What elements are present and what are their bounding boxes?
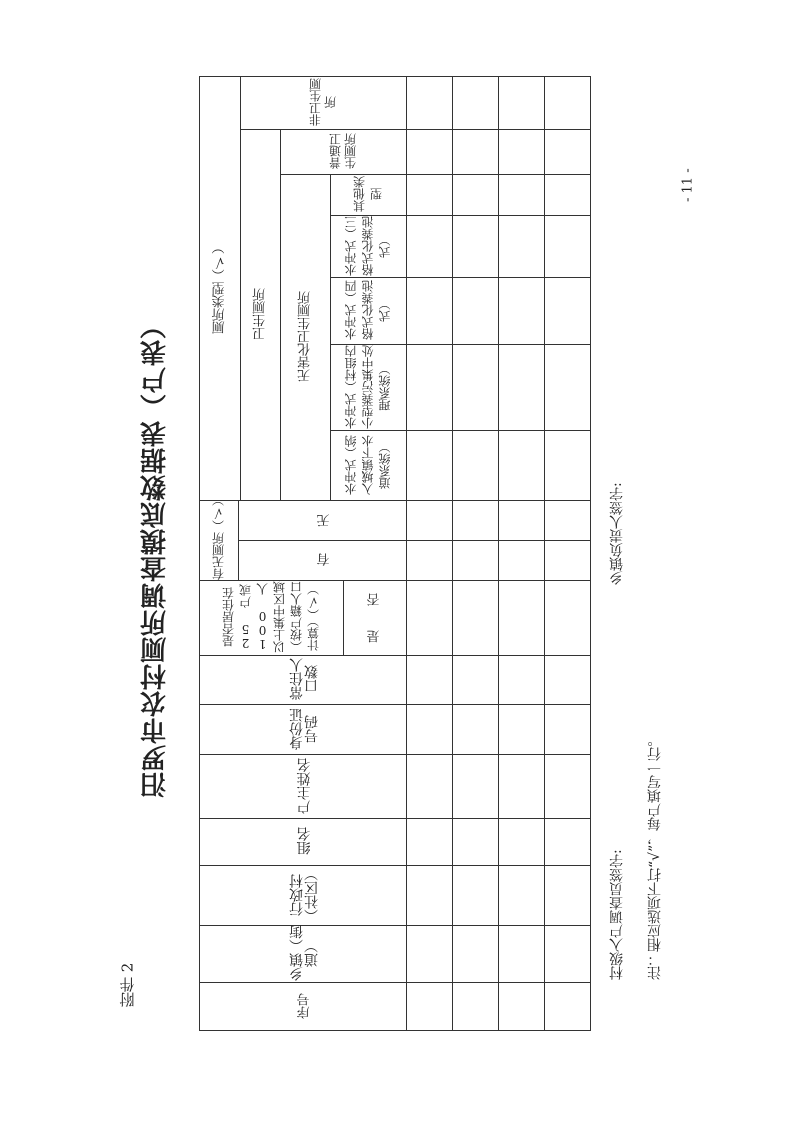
col-village-header: 行政村（社区） bbox=[289, 867, 320, 923]
col-flush-four-header: 水冲式（四格式化粪池式） bbox=[344, 280, 392, 341]
col-has-toilet-no: 无 bbox=[317, 514, 333, 527]
col-concentrated-yes: 是 bbox=[367, 630, 383, 643]
col-ordinary-sanitary-header: 普通卫生厕所 bbox=[328, 133, 358, 170]
col-concentrated-no: 否 bbox=[367, 593, 383, 606]
col-non-sanitary-header: 非卫生厕所 bbox=[308, 78, 338, 127]
table-note: 注：相应选项下打“√”，每户填写一行。 bbox=[647, 732, 663, 980]
col-concentrated-header: 是否居住在 25 户或 100 人以上集中区域（按户籍人口计算）（√） bbox=[221, 581, 321, 654]
col-group-header: 组名 bbox=[296, 827, 313, 856]
col-sanitary-header: 卫生厕所 bbox=[253, 288, 268, 341]
col-householder-header: 户主姓名 bbox=[296, 758, 313, 814]
col-toilet-type-header: 厕所类型（√） bbox=[212, 241, 228, 335]
col-seq-header: 序号 bbox=[297, 993, 313, 1019]
col-id-header: 身份证号码 bbox=[289, 708, 320, 750]
col-residents-header: 常住人口数 bbox=[289, 658, 320, 701]
page-number: - 11 - bbox=[680, 168, 696, 202]
township-signature-label: 乡镇负责人签字: bbox=[609, 482, 625, 585]
page-title: 汨罗市农村厕所调查摸底数据表（户表） bbox=[140, 312, 171, 798]
col-flush-three-header: 水冲式（三格式化粪池式） bbox=[344, 216, 392, 276]
surveyor-signature-label: 村级入户调查员签字: bbox=[609, 849, 625, 980]
col-flush-village-header: 水冲式（村组内小型粪污集中处理系统） bbox=[344, 345, 392, 429]
col-township-header: 乡镇（街道） bbox=[289, 925, 320, 982]
col-flush-sewer-header: 水冲式（纳入城镇下水道系统） bbox=[344, 435, 392, 495]
col-has-toilet-yes: 有 bbox=[317, 553, 333, 567]
col-harmless-header: 无害化卫生厕所 bbox=[298, 291, 313, 383]
col-has-toilet-header: 有无厕所（√） bbox=[211, 494, 226, 580]
col-other-type-header: 其他类型 bbox=[352, 176, 384, 213]
attachment-label: 附件 2 bbox=[118, 962, 137, 1008]
